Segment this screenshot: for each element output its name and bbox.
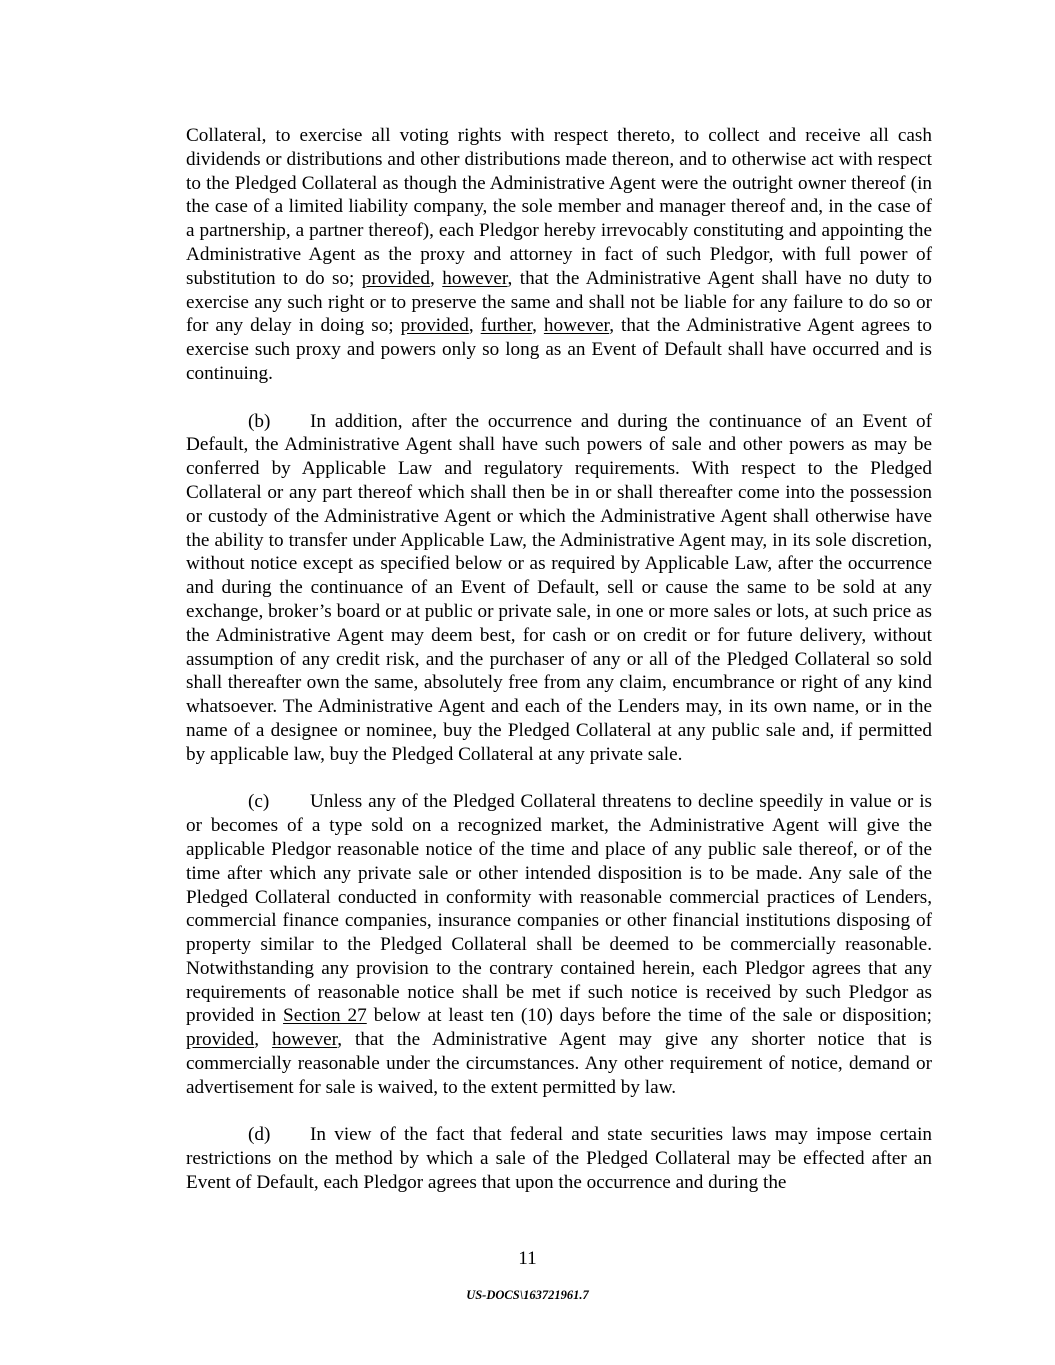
paragraph-d (186, 1123, 932, 1194)
text-run: , (468, 315, 481, 337)
paragraph-label: (d) (248, 1124, 271, 1146)
page-number: 11 (518, 1248, 537, 1269)
text-run: , that the Administrative Agent shall have no duty to exercise any such right or to preserve the same and shall not be liable for any failure to do so or for any delay in doing so; (186, 267, 933, 337)
text-run: In view of the fact that federal and state securities laws may impose certain restrictions on the method by which a sale of the Pledged Collateral may be effected after an Event of Default, each Pledgor agrees that upon the occurrence and during the (186, 1124, 932, 1194)
underlined-term: further (480, 315, 533, 337)
paragraph (186, 124, 932, 386)
paragraph-label: (c) (248, 791, 270, 813)
text-run: , (532, 315, 544, 337)
underlined-term: however (442, 267, 508, 289)
underlined-term: however (543, 315, 610, 337)
paragraph-c (186, 790, 932, 1099)
text-run: , (254, 1029, 272, 1051)
text-run: Collateral, to exercise all voting rights with respect thereto, to collect and receive all cash dividends or distributions and other distributions made thereon, and to otherwise act with respect to the Pledged Collateral as though the Administrative Agent were the outright owner thereof (in the case of a limited liability company, the sole member and manager thereof and, in the case of a partnership, a partner thereof), each Pledgor hereby irrevocably constituting and appointing the Administrative Agent as the proxy and attorney in fact of such Pledgor, with full power of substitution to do so; (186, 125, 932, 289)
text-run: , that the Administrative Agent agrees to exercise such proxy and powers only so long as an Event of Default shall have occurred and is continuing. (186, 315, 932, 384)
paragraph-label: (b) (248, 410, 271, 432)
text-run: In addition, after the occurrence and during the continuance of an Event of Default, the Administrative Agent shall have such powers of sale and other powers as may be conferred by Applicable Law and regulatory requirements. With respect to the Pledged Collateral or any part thereof which shall then be in or shall thereafter come into the possession or custody of the Administrative Agent or which the Administrative Agent shall otherwise have the ability to transfer under Applicable Law, the Administrative Agent may, in its sole discretion, without notice except as specified below or as required by Applicable Law, after the occurrence and during the continuance of an Event of Default, sell or cause the same to be sold at any exchange, broker’s board or at public or private sale, in one or more sales or lots, at such price as the Administrative Agent may deem best, for cash or on credit or for future delivery, without assumption of any credit risk, and the purchaser of any or all of the Pledged Collateral so sold shall thereafter own the same, absolutely free from any claim, encumbrance or right of any kind whatsoever. The Administrative Agent and each of the Lenders may, in its own name, or in the name of a designee or nominee, buy the Pledged Collateral at any public sale and, if permitted by applicable law, buy the Pledged Collateral at any private sale. (186, 410, 932, 765)
text-run: , that the Administrative Agent may give any shorter notice that is commercially reasonable under the circumstances. Any other requirement of notice, demand or advertisement for sale is waived, to the extent permitted by law. (186, 1029, 933, 1098)
text-run: Unless any of the Pledged Collateral threatens to decline speedily in value or is or becomes of a type sold on a recognized market, the Administrative Agent will give the applicable Pledgor reasonable notice of the time and place of any public sale thereof, or of the time after which any private sale or other intended disposition is to be made. Any sale of the Pledged Collateral conducted in conformity with reasonable commercial practices of Lenders, commercial finance companies, insurance companies or other financial institutions disposing of property similar to the Pledged Collateral shall be deemed to be commercially reasonable. Notwithstanding any provision to the contrary contained herein, each Pledgor agrees that any requirements of reasonable notice shall be met if such notice is received by such Pledgor as provided in (186, 791, 932, 1027)
text-run: below at least ten (10) days before the time of the sale or disposition; (366, 1005, 932, 1027)
underlined-term: provided (186, 1029, 255, 1051)
underlined-term: Section 27 (283, 1005, 367, 1027)
document-id: US-DOCS\163721961.7 (466, 1288, 589, 1302)
document-body (186, 124, 932, 1195)
text-run: , (430, 267, 443, 289)
underlined-term: provided (400, 315, 469, 337)
paragraph-b (186, 410, 932, 767)
underlined-term: however (271, 1029, 338, 1051)
underlined-term: provided (361, 267, 431, 289)
